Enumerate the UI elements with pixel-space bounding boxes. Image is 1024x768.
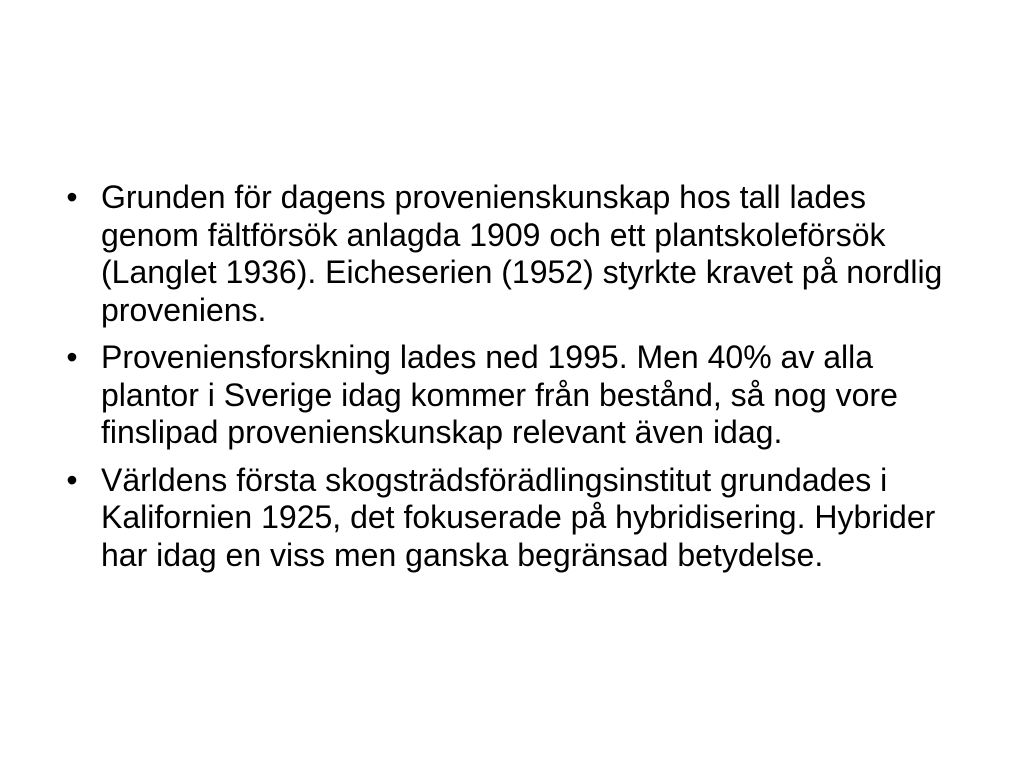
bullet-item-2 — [60, 339, 960, 452]
bullet-item-3 — [60, 462, 960, 575]
bullet-text: Proveniensforskning lades ned 1995. Men 40% av alla plantor i Sverige idag kommer från bestånd, så nog vore finslipad provenienskunskap relevant även idag. — [101, 339, 898, 450]
bullet-list — [60, 179, 960, 584]
bullet-icon: • — [66, 461, 78, 498]
bullet-text: Grunden för dagens provenienskunskap hos tall lades genom fältförsök anlagda 1909 och ett plantskoleförsök (Langlet 1936). Eicheserien (1952) styrkte kravet på nordlig proveniens. — [101, 179, 943, 328]
bullet-icon: • — [66, 339, 78, 375]
bullet-icon: • — [66, 179, 78, 215]
bullet-text: Världens första skogsträdsförädlingsinstitut grundades i Kalifornien 1925, det fokuserade på hybridisering. Hybrider har idag en viss men ganska begränsad betydelse. — [101, 461, 936, 573]
bullet-item-1 — [60, 179, 960, 329]
